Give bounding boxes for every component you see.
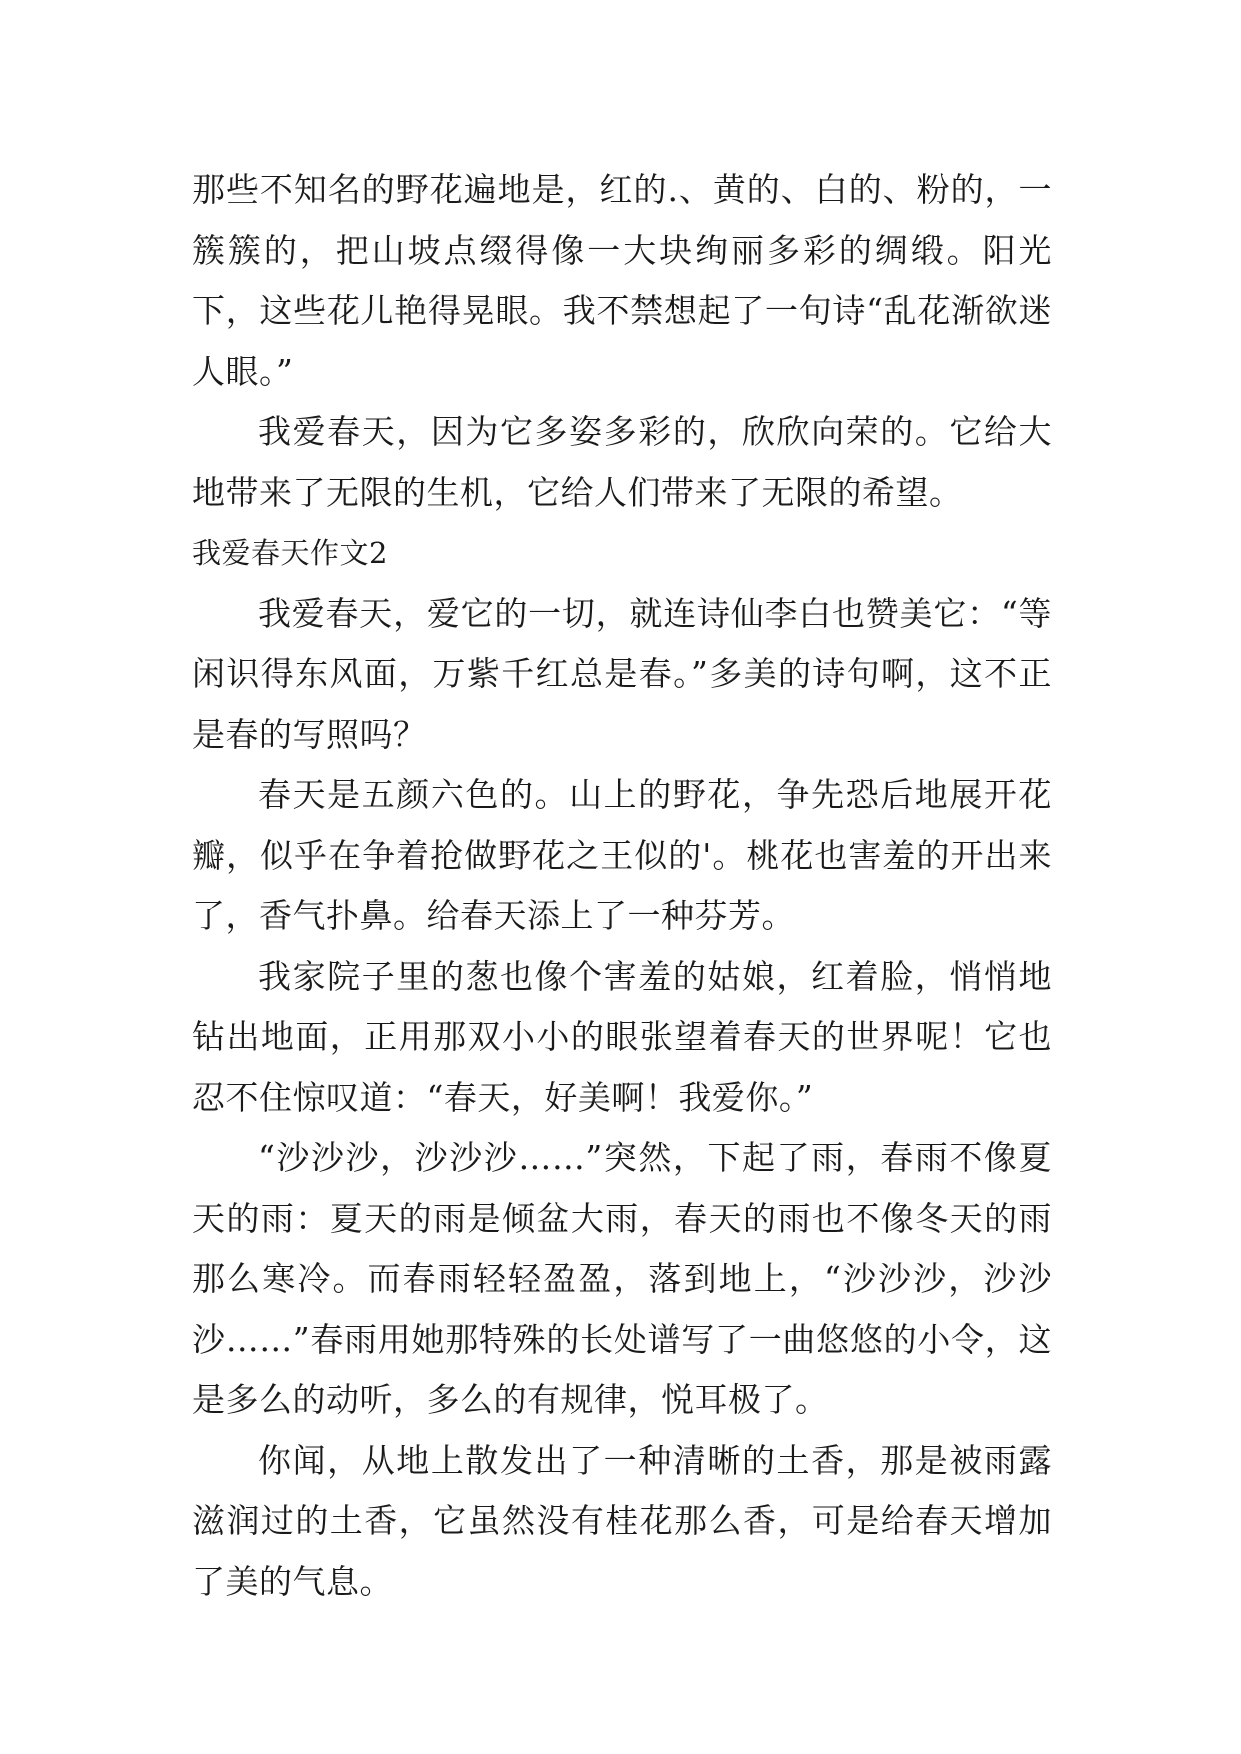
paragraph: 我爱春天，爱它的一切，就连诗仙李白也赞美它：“等闲识得东风面，万紫千红总是春。”多美的诗句啊，这不正是春的写照吗？ xyxy=(192,593,1052,754)
paragraph: 我家院子里的葱也像个害羞的姑娘，红着脸，悄悄地钻出地面，正用那双小小的眼张望着春天的世界呢！它也忍不住惊叹道：“春天，好美啊！我爱你。” xyxy=(192,956,1052,1117)
paragraph: 你闻，从地上散发出了一种清晰的土香，那是被雨露滋润过的土香，它虽然没有桂花那么香，可是给春天增加了美的气息。 xyxy=(192,1440,1052,1601)
paragraph-continuation: 那些不知名的野花遍地是，红的.、黄的、白的、粉的，一簇簇的，把山坡点缀得像一大块绚丽多彩的绸缎。阳光下，这些花儿艳得晃眼。我不禁想起了一句诗“乱花渐欲迷人眼。” xyxy=(192,170,1052,391)
paragraph: “沙沙沙，沙沙沙……”突然，下起了雨，春雨不像夏天的雨：夏天的雨是倾盆大雨，春天的雨也不像冬天的雨那么寒冷。而春雨轻轻盈盈，落到地上，“沙沙沙，沙沙沙……”春雨用她那特殊的长处谱写了一曲悠悠的小令，这是多么的动听，多么的有规律，悦耳极了。 xyxy=(192,1138,1052,1419)
paragraph: 春天是五颜六色的。山上的野花，争先恐后地展开花瓣，似乎在争着抢做野花之王似的'。桃花也害羞的开出来了，香气扑鼻。给春天添上了一种芬芳。 xyxy=(192,775,1052,935)
paragraph: 我爱春天，因为它多姿多彩的，欣欣向荣的。它给大地带来了无限的生机，它给人们带来了无限的希望。 xyxy=(192,412,1052,512)
document-page xyxy=(192,160,1052,1612)
section-heading: 我爱春天作文2 xyxy=(192,536,388,570)
